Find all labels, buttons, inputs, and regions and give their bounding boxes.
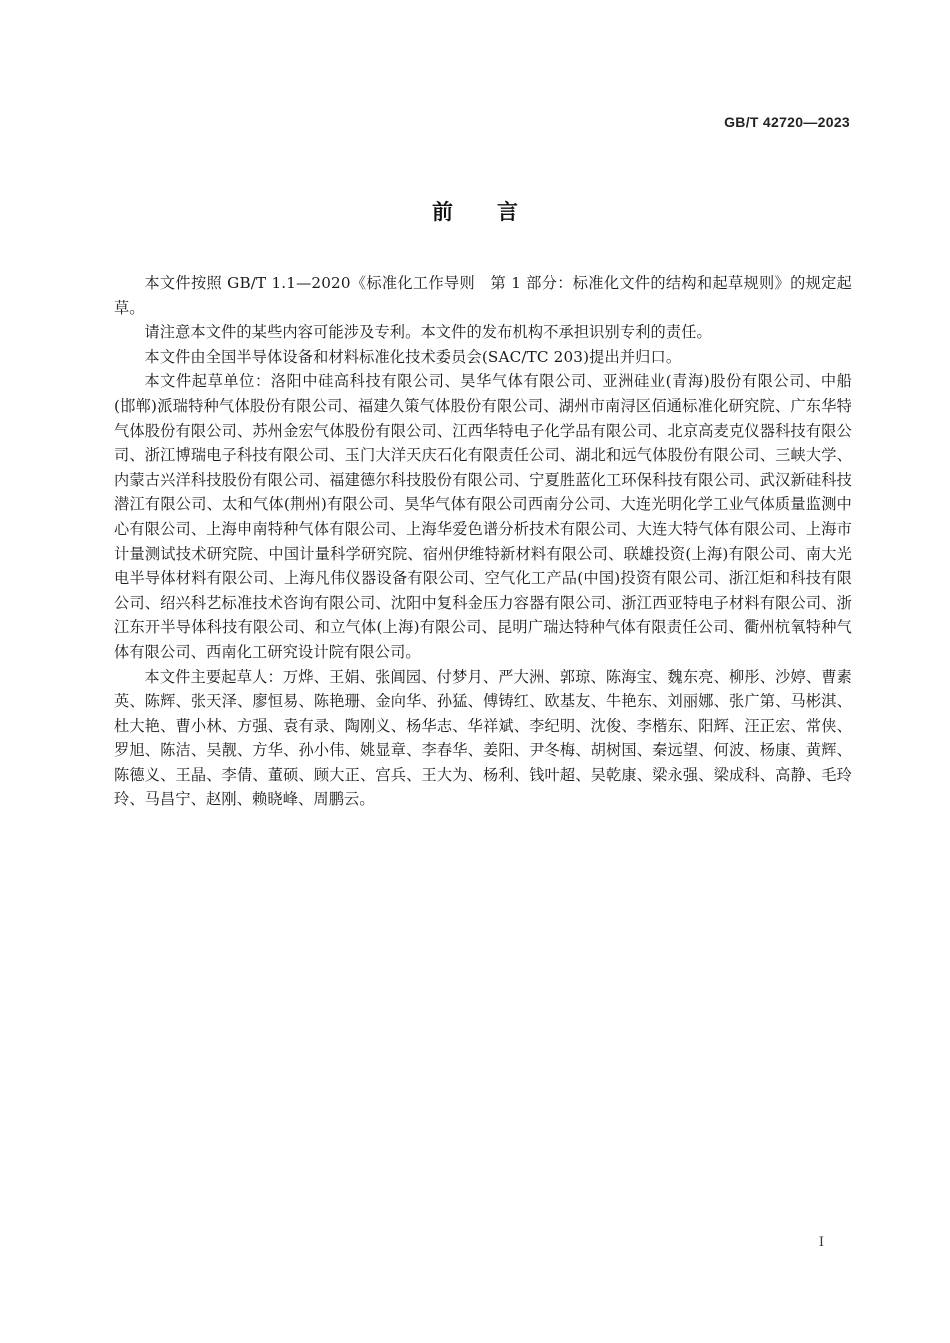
paragraph-drafters: 本文件主要起草人：万烨、王娟、张阊园、付梦月、严大洲、郭琼、陈海宝、魏东亮、柳彤、沙婷、曹素英、陈辉、张天泽、廖恒易、陈艳珊、金向华、孙猛、傅铸红、欧基友、牛艳东、刘丽娜、张广第、马彬淇、杜大艳、曹小林、方强、袁有录、陶刚义、杨华志、华祥斌、李纪明、沈俊、李楷东、阳辉、汪正宏、常侠、罗旭、陈洁、吴靓、方华、孙小伟、姚显章、李春华、姜阳、尹冬梅、胡树国、秦远望、何波、杨康、黄辉、陈德义、王晶、李倩、董硕、顾大正、宫兵、王大为、杨利、钱叶超、吴乾康、梁永强、梁成科、高静、毛玲玲、马昌宁、赵刚、赖晓峰、周鹏云。 xyxy=(114,667,852,809)
paragraph-patent-notice: 请注意本文件的某些内容可能涉及专利。本文件的发布机构不承担识别专利的责任。 xyxy=(144,323,712,342)
foreword-body xyxy=(114,271,852,812)
paragraph-drafting-rules: 本文件按照 GB/T 1.1—2020《标准化工作导则 第 1 部分：标准化文件的结构和起草规则》的规定起草。 xyxy=(114,274,852,317)
page-number: I xyxy=(818,1235,824,1250)
page-title: 前言 xyxy=(432,200,562,224)
paragraph-committee: 本文件由全国半导体设备和材料标准化技术委员会(SAC/TC 203)提出并归口。 xyxy=(144,347,682,366)
paragraph-drafting-units: 本文件起草单位：洛阳中硅高科技有限公司、昊华气体有限公司、亚洲硅业(青海)股份有限公司、中船(邯郸)派瑞特种气体股份有限公司、福建久策气体股份有限公司、湖州市南浔区佰通标准化研究院、广东华特气体股份有限公司、苏州金宏气体股份有限公司、江西华特电子化学品有限公司、北京高麦克仪器科技有限公司、浙江博瑞电子科技有限公司、玉门大洋天庆石化有限责任公司、湖北和远气体股份有限公司、三峡大学、内蒙古兴洋科技股份有限公司、福建德尔科技股份有限公司、宁夏胜蓝化工环保科技有限公司、武汉新硅科技潜江有限公司、太和气体(荆州)有限公司、昊华气体有限公司西南分公司、大连光明化学工业气体质量监测中心有限公司、上海申南特种气体有限公司、上海华爱色谱分析技术有限公司、大连大特气体有限公司、上海市计量测试技术研究院、中国计量科学研究院、宿州伊维特新材料有限公司、联雄投资(上海)有限公司、南大光电半导体材料有限公司、上海凡伟仪器设备有限公司、空气化工产品(中国)投资有限公司、浙江炬和科技有限公司、绍兴科艺标准技术咨询有限公司、沈阳中复科金压力容器有限公司、浙江西亚特电子材料有限公司、浙江东开半导体科技有限公司、和立气体(上海)有限公司、昆明广瑞达特种气体有限责任公司、衢州杭氧特种气体有限公司、西南化工研究设计院有限公司。 xyxy=(114,372,852,661)
standard-code: GB/T 42720—2023 xyxy=(724,114,850,130)
